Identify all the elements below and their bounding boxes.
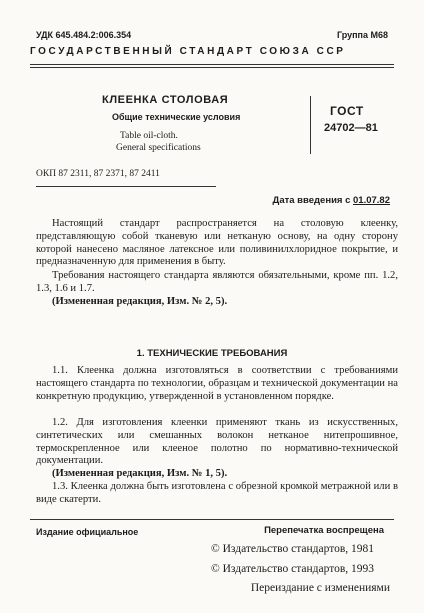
- header-rule-bottom: [30, 67, 394, 68]
- english-subtitle: General specifications: [116, 143, 201, 153]
- title-divider: [310, 96, 311, 154]
- clause-1-3: 1.3. Клеенка должна быть изготовлена с обрезной кромкой метражной или в виде скатерти.: [36, 481, 398, 505]
- gost-label: ГОСТ: [330, 104, 364, 118]
- gosstandart-banner: ГОСУДАРСТВЕННЫЙ СТАНДАРТ СОЮЗА ССР: [30, 46, 346, 57]
- amendment-note-2: (Измененная редакция, Изм. № 1, 5).: [52, 468, 228, 479]
- document-title: КЛЕЕНКА СТОЛОВАЯ: [102, 94, 229, 106]
- intro-paragraph: Настоящий стандарт распространяется на столовую клеенку, представляющую собой тканевую или нетканую основу, на одну сторону которой нанесено масляное латексное или поливинилхлоридное покрытие, и предназначенную для применения в быту.: [36, 218, 398, 268]
- reprint-prohibited: Перепечатка воспрещена: [264, 525, 384, 536]
- amendment-note-1: (Измененная редакция, Изм. № 2, 5).: [52, 296, 228, 307]
- clause-1-1: 1.1. Клеенка должна изготовляться в соответствии с требованиями настоящего стандарта по технологии, образцам и технической документации на конкретную продукцию, утвержденной в установленном порядке.: [36, 365, 398, 402]
- footer-rule: [30, 519, 394, 520]
- effective-date-value: 01.07.82: [353, 195, 390, 206]
- copyright-1993: © Издательство стандартов, 1993: [211, 563, 375, 575]
- effective-date: [273, 195, 390, 206]
- mandatory-requirements: Требования настоящего стандарта являются обязательными, кроме пп. 1.2, 1.3, 1.6 и 1.7.: [36, 270, 398, 294]
- effective-date-label: Дата введения с: [272, 195, 351, 206]
- okp-codes: ОКП 87 2311, 87 2371, 87 2411: [36, 169, 160, 179]
- okp-rule: [36, 186, 216, 187]
- section-title: 1. ТЕХНИЧЕСКИЕ ТРЕБОВАНИЯ: [136, 348, 288, 359]
- official-edition: Издание официальное: [36, 527, 139, 537]
- group-code: Группа М68: [336, 30, 388, 40]
- copyright-1981: © Издательство стандартов, 1981: [211, 543, 375, 555]
- udk-code: УДК 645.484.2:006.354: [36, 30, 132, 40]
- document-subtitle: Общие технические условия: [112, 112, 241, 122]
- reissue-note: Переиздание с изменениями: [250, 582, 390, 594]
- header-rule-top: [30, 64, 394, 65]
- english-title: Table oil-cloth.: [120, 131, 178, 141]
- gost-number: 24702—81: [324, 122, 378, 134]
- clause-1-2: 1.2. Для изготовления клеенки применяют ткань из искусственных, синтетических или смешанных волокон нетканое нитепрошивное, термоскрепленное или клееное полотно по нормативно-технической документации.: [36, 417, 398, 467]
